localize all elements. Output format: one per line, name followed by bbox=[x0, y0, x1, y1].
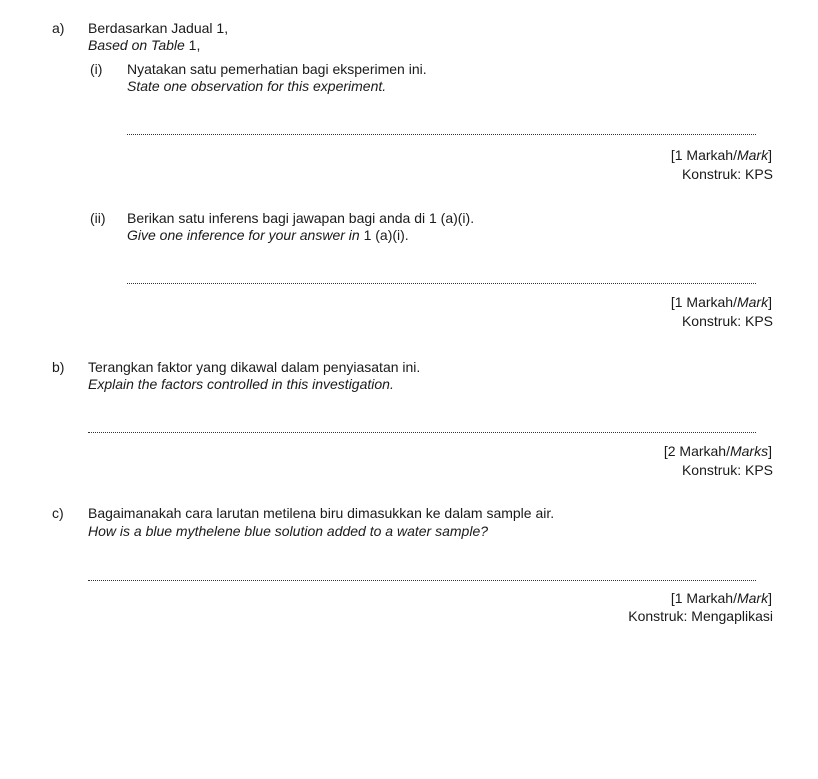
mark-a-ii bbox=[671, 294, 772, 311]
answer-line-a-ii[interactable] bbox=[127, 283, 756, 284]
question-c-text-ms: Bagaimanakah cara larutan metilena biru dimasukkan ke dalam sample air. bbox=[88, 505, 555, 521]
question-a-ii-number: (ii) bbox=[90, 210, 106, 226]
question-a-ii-text-en-italic: Give one inference for your answer in bbox=[127, 227, 360, 243]
question-c-text-en: How is a blue mythelene blue solution added to a water sample? bbox=[88, 523, 489, 539]
question-a-ii-text-en-plain: 1 (a)(i). bbox=[359, 227, 409, 243]
construct-b: Konstruk: KPS bbox=[681, 462, 773, 478]
construct-a-i: Konstruk: KPS bbox=[681, 166, 773, 182]
question-a-letter: a) bbox=[52, 20, 65, 36]
answer-line-c[interactable] bbox=[88, 580, 756, 581]
mark-a-i bbox=[671, 147, 772, 164]
question-b-text-ms: Terangkan faktor yang dikawal dalam penyiasatan ini. bbox=[88, 359, 421, 375]
question-a-text-en-italic: Based on Table bbox=[88, 37, 185, 53]
construct-c: Konstruk: Mengaplikasi bbox=[628, 608, 773, 624]
construct-a-ii: Konstruk: KPS bbox=[681, 313, 773, 329]
mark-c-pre: [1 Markah/ bbox=[670, 590, 737, 606]
question-a-text-en bbox=[88, 37, 200, 54]
question-a-i-number: (i) bbox=[90, 61, 103, 77]
mark-b-post: ] bbox=[768, 443, 772, 459]
question-a-ii-text-ms: Berikan satu inferens bagi jawapan bagi anda di 1 (a)(i). bbox=[127, 210, 475, 226]
mark-a-i-pre: [1 Markah/ bbox=[670, 147, 737, 163]
mark-b-pre: [2 Markah/ bbox=[663, 443, 730, 459]
mark-a-ii-post: ] bbox=[768, 294, 772, 310]
mark-a-i-post: ] bbox=[768, 147, 772, 163]
question-a-i-text-en: State one observation for this experiment. bbox=[127, 78, 387, 94]
mark-b bbox=[664, 443, 772, 460]
question-c-letter: c) bbox=[52, 505, 64, 521]
answer-line-a-i[interactable] bbox=[127, 134, 756, 135]
question-a-i-text-ms: Nyatakan satu pemerhatian bagi eksperimen ini. bbox=[127, 61, 427, 77]
question-a-text-ms: Berdasarkan Jadual 1, bbox=[88, 20, 229, 36]
mark-c-post: ] bbox=[768, 590, 772, 606]
mark-c bbox=[671, 590, 772, 607]
mark-a-ii-pre: [1 Markah/ bbox=[670, 294, 737, 310]
question-b-text-en: Explain the factors controlled in this investigation. bbox=[88, 376, 394, 392]
mark-a-ii-italic: Mark bbox=[736, 294, 769, 310]
question-a-ii-text-en bbox=[127, 227, 409, 244]
question-a-text-en-plain: 1, bbox=[184, 37, 201, 53]
mark-a-i-italic: Mark bbox=[736, 147, 769, 163]
answer-line-b[interactable] bbox=[88, 432, 756, 433]
mark-b-italic: Marks bbox=[729, 443, 769, 459]
question-b-letter: b) bbox=[52, 359, 65, 375]
mark-c-italic: Mark bbox=[736, 590, 769, 606]
